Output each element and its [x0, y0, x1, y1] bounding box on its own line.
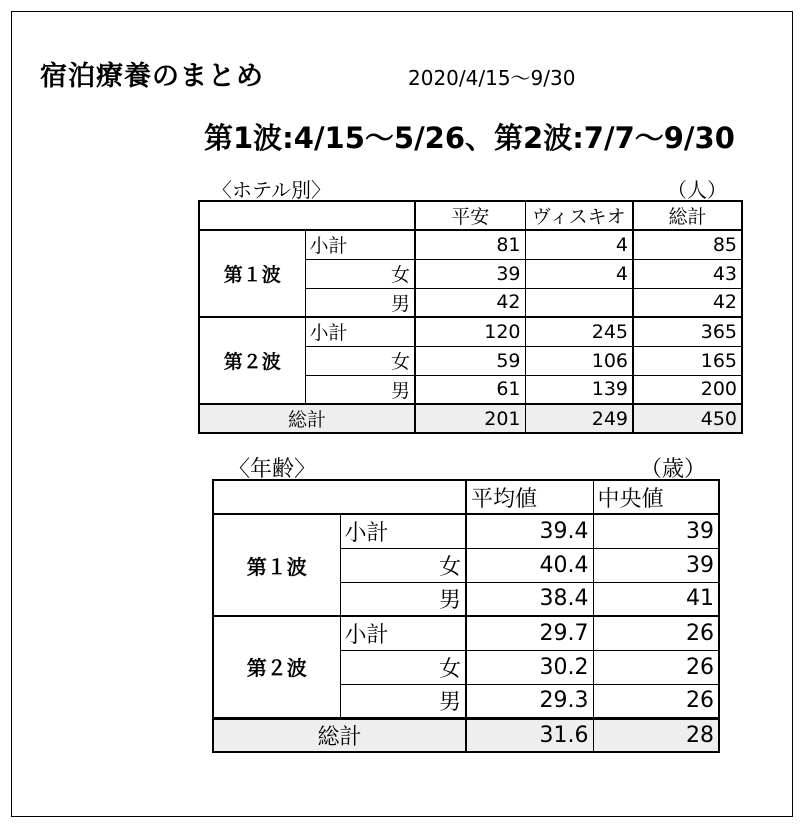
cell-value: 61	[415, 375, 525, 404]
group-label: 第１波	[199, 230, 305, 317]
row-label: 女	[305, 346, 415, 375]
column-header: ヴィスキオ	[525, 201, 633, 230]
table-row	[199, 230, 742, 259]
cell-value: 39	[415, 259, 525, 288]
cell-value: 4	[525, 259, 633, 288]
table-row	[213, 616, 719, 650]
group-label: 第２波	[199, 317, 305, 404]
age-caption: 〈年齢〉	[228, 457, 317, 482]
row-label: 小計	[305, 230, 415, 259]
cell-value: 4	[525, 230, 633, 259]
cell-value: 29.7	[466, 616, 593, 650]
cell-value: 39.4	[466, 514, 593, 548]
total-label: 総計	[199, 404, 415, 433]
cell-value: 26	[593, 650, 719, 684]
cell-value: 39	[593, 514, 719, 548]
cell-value: 28	[593, 718, 719, 752]
row-label: 小計	[305, 317, 415, 346]
row-label: 男	[340, 684, 466, 718]
row-label: 男	[305, 375, 415, 404]
cell-value: 26	[593, 616, 719, 650]
cell-value: 200	[633, 375, 742, 404]
cell-value: 39	[593, 548, 719, 582]
row-label: 女	[340, 650, 466, 684]
cell-value: 165	[633, 346, 742, 375]
row-label: 女	[305, 259, 415, 288]
row-label: 女	[340, 548, 466, 582]
cell-value: 249	[525, 404, 633, 433]
total-row	[199, 404, 742, 433]
age-table	[212, 479, 720, 753]
age-unit: （歳）	[640, 457, 707, 482]
row-label: 小計	[340, 514, 466, 548]
total-label: 総計	[213, 718, 466, 752]
header-blank	[213, 480, 466, 514]
cell-value: 120	[415, 317, 525, 346]
cell-value: 41	[593, 582, 719, 616]
table-row	[199, 317, 742, 346]
cell-value: 81	[415, 230, 525, 259]
cell-value: 201	[415, 404, 525, 433]
cell-value: 29.3	[466, 684, 593, 718]
column-header: 平安	[415, 201, 525, 230]
cell-value: 85	[633, 230, 742, 259]
date-range: 2020/4/15～9/30	[408, 66, 576, 90]
cell-value: 139	[525, 375, 633, 404]
page-title: 宿泊療養のまとめ	[40, 61, 264, 92]
hotel-unit: （人）	[667, 178, 727, 202]
row-label: 男	[305, 288, 415, 317]
cell-value: 42	[415, 288, 525, 317]
cell-value: 365	[633, 317, 742, 346]
column-header: 平均値	[466, 480, 593, 514]
header-blank	[199, 201, 415, 230]
hotel-caption: 〈ホテル別〉	[212, 178, 331, 202]
row-label: 男	[340, 582, 466, 616]
cell-value: 26	[593, 684, 719, 718]
table-header-row	[199, 201, 742, 230]
cell-value: 38.4	[466, 582, 593, 616]
cell-value: 450	[633, 404, 742, 433]
group-label: 第２波	[213, 616, 340, 718]
cell-value	[525, 288, 633, 317]
cell-value: 40.4	[466, 548, 593, 582]
cell-value: 43	[633, 259, 742, 288]
cell-value: 30.2	[466, 650, 593, 684]
cell-value: 59	[415, 346, 525, 375]
total-row	[213, 718, 719, 752]
cell-value: 106	[525, 346, 633, 375]
row-label: 小計	[340, 616, 466, 650]
table-row	[213, 514, 719, 548]
group-label: 第１波	[213, 514, 340, 616]
cell-value: 245	[525, 317, 633, 346]
cell-value: 42	[633, 288, 742, 317]
column-header: 総計	[633, 201, 742, 230]
waves-period-line: 第1波:4/15～5/26、第2波:7/7～9/30	[204, 121, 735, 155]
hotel-table	[198, 200, 743, 434]
table-header-row	[213, 480, 719, 514]
column-header: 中央値	[593, 480, 719, 514]
cell-value: 31.6	[466, 718, 593, 752]
